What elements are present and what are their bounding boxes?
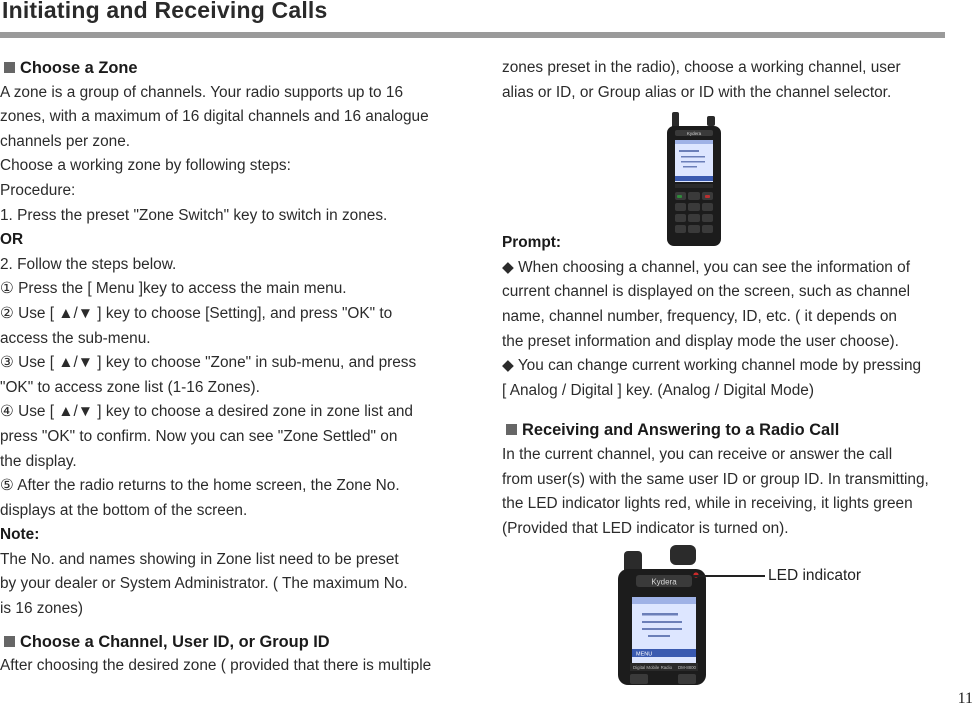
text-line: [ Analog / Digital ] key. (Analog / Digital Mode) bbox=[502, 381, 814, 399]
prompt-label: Prompt: bbox=[502, 234, 561, 252]
text-line: zones preset in the radio), choose a working channel, user bbox=[502, 59, 901, 76]
text-line: ◆ You can change current working channel mode by pressing bbox=[502, 357, 922, 375]
text-line: ◆ When choosing a channel, you can see the information of bbox=[502, 258, 910, 276]
radio-brand-label: Kydera bbox=[651, 577, 677, 587]
text-line: current channel is displayed on the screen, such as channel bbox=[502, 283, 911, 301]
text-line: is 16 zones) bbox=[0, 600, 83, 618]
led-indicator-label: LED indicator bbox=[768, 567, 862, 584]
text-line: the LED indicator lights red, while in receiving, it lights green bbox=[502, 495, 913, 513]
square-bullet-icon bbox=[506, 424, 517, 435]
text-line: A zone is a group of channels. Your radio supports up to 16 bbox=[0, 83, 404, 101]
square-bullet-icon bbox=[4, 636, 15, 647]
text-line: "OK" to access zone list (1-16 Zones). bbox=[0, 378, 260, 396]
radio-brand-label: Kydera bbox=[686, 131, 702, 136]
title-divider bbox=[0, 32, 945, 38]
text-line: (Provided that LED indicator is turned on). bbox=[502, 519, 789, 537]
radio-footer-left: Digital Mobile Radio bbox=[633, 665, 673, 670]
section-heading-choose-zone: Choose a Zone bbox=[0, 56, 450, 81]
text-line: channels per zone. bbox=[0, 132, 131, 150]
section-heading-receiving: Receiving and Answering to a Radio Call bbox=[502, 418, 952, 443]
text-line: ② Use [ ▲/▼ ] key to choose [Setting], and press "OK" to bbox=[0, 304, 393, 322]
radio-menu-softkey-label: MENU bbox=[636, 651, 653, 658]
zone-paragraph bbox=[0, 81, 450, 229]
text-line: After choosing the desired zone ( provided that there is multiple bbox=[0, 657, 432, 675]
right-column bbox=[502, 56, 952, 541]
text-line: The No. and names showing in Zone list need to be preset bbox=[0, 550, 399, 568]
procedure-steps bbox=[0, 253, 450, 524]
left-column bbox=[0, 56, 450, 679]
radio-led-closeup-image bbox=[612, 545, 712, 685]
text-line: the preset information and display mode the user choose). bbox=[502, 332, 899, 350]
text-line: name, channel number, frequency, ID, etc. ( it depends on bbox=[502, 307, 897, 325]
or-label: OR bbox=[0, 231, 24, 249]
text-line: from user(s) with the same user ID or group ID. In transmitting, bbox=[502, 470, 929, 488]
radio-footer-right: DM-8800 bbox=[677, 665, 696, 670]
text-line: access the sub-menu. bbox=[0, 329, 151, 347]
text-line: 2. Follow the steps below. bbox=[0, 255, 177, 273]
text-line: by your dealer or System Administrator. ( The maximum No. bbox=[0, 575, 408, 593]
text-line: 1. Press the preset "Zone Switch" key to switch in zones. bbox=[0, 206, 388, 224]
text-line: alias or ID, or Group alias or ID with the channel selector. bbox=[502, 83, 892, 101]
text-line: ④ Use [ ▲/▼ ] key to choose a desired zone in zone list and bbox=[0, 403, 413, 421]
text-line: displays at the bottom of the screen. bbox=[0, 501, 248, 519]
led-callout-line bbox=[693, 575, 765, 577]
note-label: Note: bbox=[0, 526, 40, 544]
text-line: zones, with a maximum of 16 digital channels and 16 analogue bbox=[0, 108, 429, 126]
text-line: ① Press the [ Menu ]key to access the main menu. bbox=[0, 280, 347, 298]
page-title: Initiating and Receiving Calls bbox=[2, 0, 328, 23]
text-line: the display. bbox=[0, 452, 77, 470]
receive-paragraph bbox=[502, 443, 952, 541]
note-paragraph bbox=[0, 548, 450, 622]
text-line: Choose a working zone by following steps: bbox=[0, 157, 291, 175]
radio-handset-image bbox=[663, 112, 725, 246]
text-line: press "OK" to confirm. Now you can see "Zone Settled" on bbox=[0, 427, 398, 445]
prompt-paragraph bbox=[502, 256, 952, 404]
page-number: 11 bbox=[957, 690, 973, 707]
text-line: ③ Use [ ▲/▼ ] key to choose "Zone" in sub-menu, and press bbox=[0, 354, 417, 372]
section-heading-choose-channel: Choose a Channel, User ID, or Group ID bbox=[0, 630, 450, 655]
text-line: Procedure: bbox=[0, 181, 76, 199]
square-bullet-icon bbox=[4, 62, 15, 73]
text-line: ⑤ After the radio returns to the home screen, the Zone No. bbox=[0, 477, 400, 495]
text-line: In the current channel, you can receive or answer the call bbox=[502, 445, 893, 463]
